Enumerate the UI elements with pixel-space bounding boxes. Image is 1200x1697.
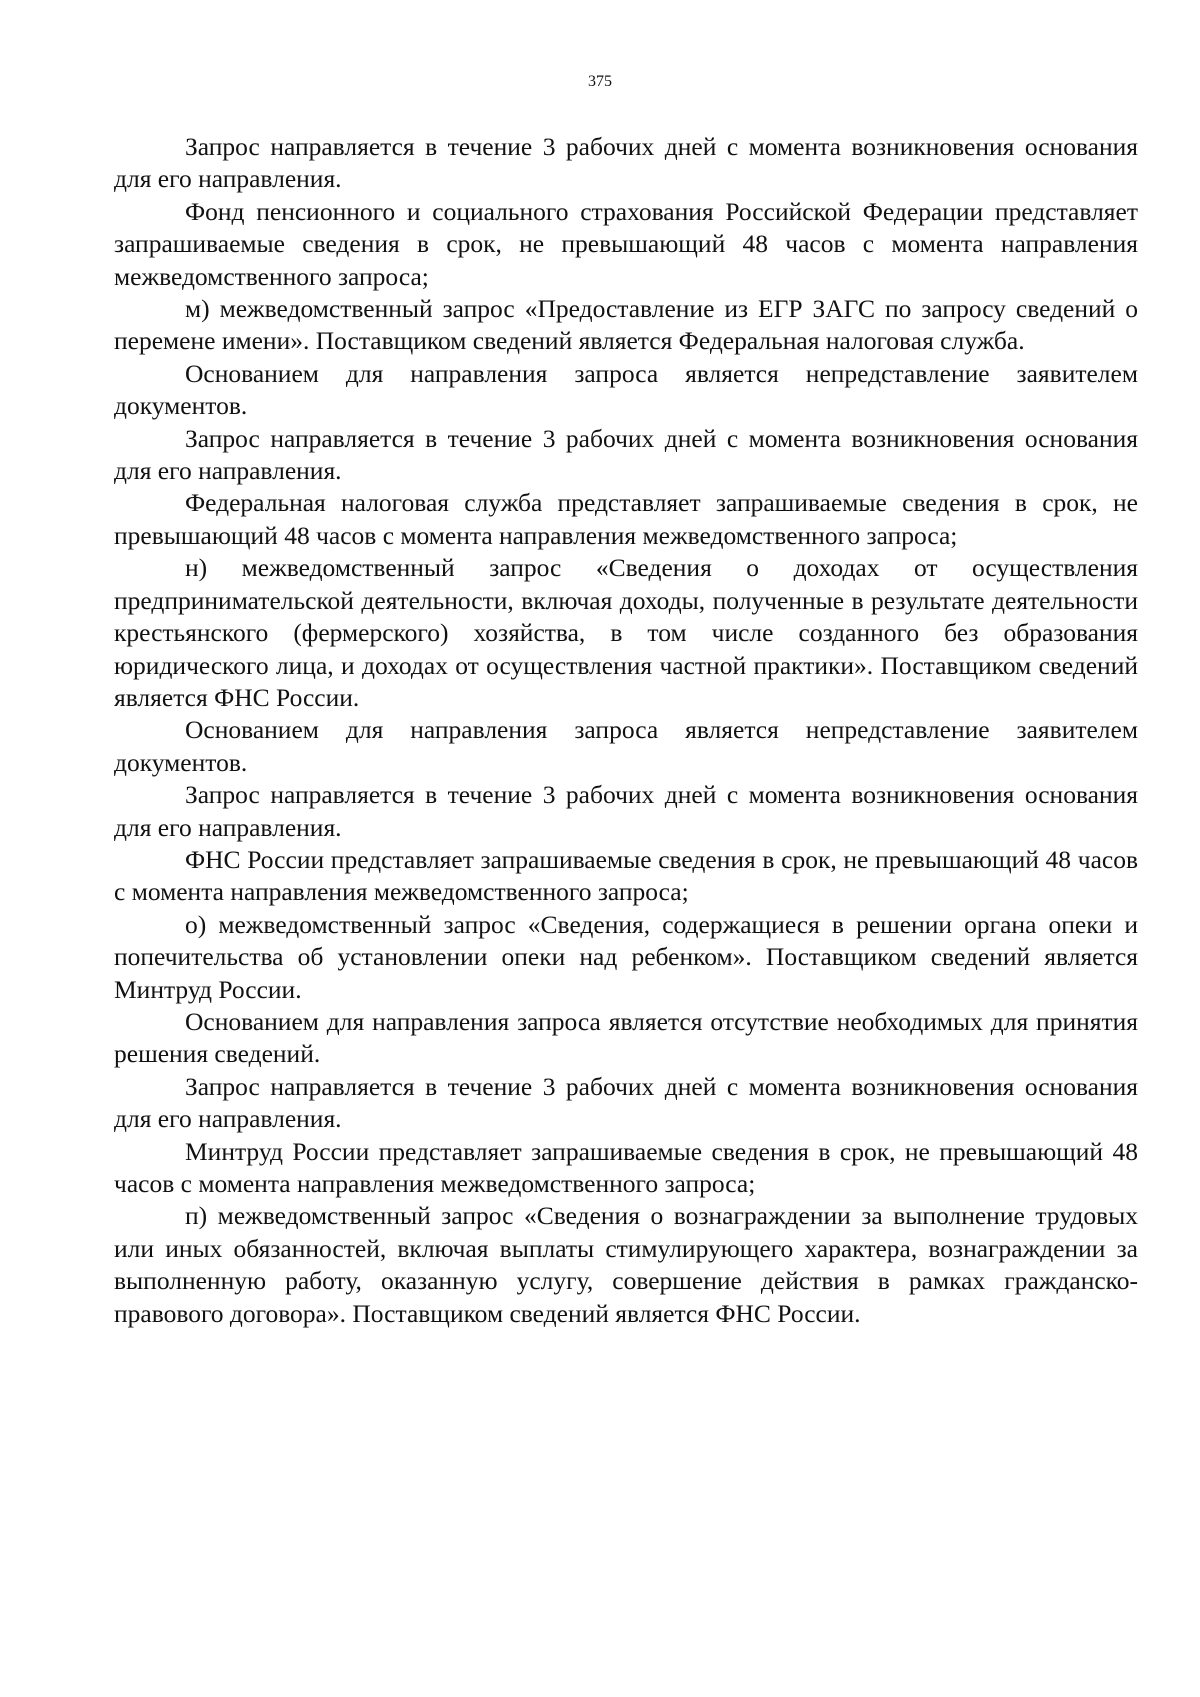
paragraph: п) межведомственный запрос «Сведения о вознаграждении за выполнение трудовых или иных обязанностей, включая выплаты стимулирующего характера, вознаграждении за выполненную работу, оказанную услугу, совершение действия в рамках гражданско-правового договора». Поставщиком сведений является ФНС России. xyxy=(114,1201,1138,1328)
paragraph: Минтруд России представляет запрашиваемые сведения в срок, не превышающий 48 часов с момента направления межведомственного запроса; xyxy=(114,1136,1138,1198)
paragraph: Основанием для направления запроса является непредставление заявителем документов. xyxy=(114,358,1138,421)
paragraph: о) межведомственный запрос «Сведения, содержащиеся в решении органа опеки и попечительства об установлении опеки над ребенком». Поставщиком сведений является Минтруд России. xyxy=(114,909,1138,1004)
page-number: 375 xyxy=(588,73,612,90)
paragraph: Запрос направляется в течение 3 рабочих дней с момента возникновения основания для его направления. xyxy=(114,780,1138,842)
paragraph: Запрос направляется в течение 3 рабочих дней с момента возникновения основания для его направления. xyxy=(114,1071,1138,1134)
paragraph: Федеральная налоговая служба представляет запрашиваемые сведения в срок, не превышающий 48 часов с момента направления межведомственного запроса; xyxy=(114,488,1138,550)
paragraph: Основанием для направления запроса является непредставление заявителем документов. xyxy=(114,715,1138,777)
paragraph: ФНС России представляет запрашиваемые сведения в срок, не превышающий 48 часов с момента направления межведомственного запроса; xyxy=(114,844,1138,907)
paragraph: Запрос направляется в течение 3 рабочих дней с момента возникновения основания для его направления. xyxy=(114,132,1138,194)
paragraph: м) межведомственный запрос «Предоставление из ЕГР ЗАГС по запросу сведений о перемене имени». Поставщиком сведений является Федеральная налоговая служба. xyxy=(114,294,1138,356)
paragraph: Основанием для направления запроса является отсутствие необходимых для принятия решения сведений. xyxy=(114,1006,1138,1069)
paragraph: н) межведомственный запрос «Сведения о доходах от осуществления предпринимательской деятельности, включая доходы, полученные в результате деятельности крестьянского (фермерского) хозяйства, в том числе созданного без образования юридического лица, и доходах от осуществления частной практики». Поставщиком сведений является ФНС России. xyxy=(114,553,1138,712)
document-body xyxy=(114,131,1138,1330)
paragraph: Запрос направляется в течение 3 рабочих дней с момента возникновения основания для его направления. xyxy=(114,423,1138,486)
paragraph: Фонд пенсионного и социального страхования Российской Федерации представляет запрашиваемые сведения в срок, не превышающий 48 часов с момента направления межведомственного запроса; xyxy=(114,196,1138,291)
